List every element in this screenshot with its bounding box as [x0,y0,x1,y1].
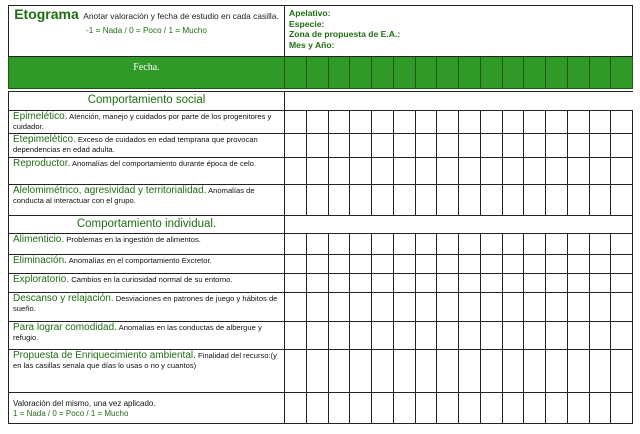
behavior-description [9,185,285,216]
rating-cell[interactable] [285,158,307,185]
rating-cell[interactable] [437,185,459,216]
rating-cell[interactable] [524,158,546,185]
fecha-cell[interactable] [611,57,633,89]
behavior-label: Exploratorio. [13,274,70,285]
rating-cell[interactable] [611,158,633,185]
rating-cell[interactable] [350,274,372,293]
behavior-detail: Cambios en la curiosidad normal de su entorno. [69,275,233,284]
behavior-description [9,134,285,158]
rating-cell[interactable] [285,255,307,274]
rating-cell[interactable] [611,255,633,274]
rating-cell[interactable] [350,134,372,158]
rating-cell[interactable] [372,185,394,216]
fecha-cell[interactable] [480,57,502,89]
rating-cell[interactable] [328,350,350,393]
rating-cell[interactable] [459,134,481,158]
rating-cell[interactable] [524,274,546,293]
behavior-detail: Problemas en la ingestión de alimentos. [64,235,201,244]
rating-cell[interactable] [611,322,633,350]
behavior-label: Eliminación. [13,255,67,266]
rating-cell[interactable] [328,185,350,216]
rating-cell[interactable] [459,350,481,393]
section-blank [285,92,633,111]
behavior-row [9,158,633,185]
rating-cell[interactable] [350,158,372,185]
rating-cell[interactable] [524,293,546,322]
rating-cell[interactable] [437,322,459,350]
rating-cell[interactable] [524,322,546,350]
rating-cell[interactable] [437,134,459,158]
behavior-label: Alimenticio. [13,234,65,245]
rating-cell[interactable] [546,185,568,216]
rating-cell[interactable] [589,255,611,274]
rating-cell[interactable] [328,322,350,350]
header-fields[interactable] [285,6,633,57]
rating-cell[interactable] [328,274,350,293]
rating-cell[interactable] [546,350,568,393]
rating-cell[interactable] [328,158,350,185]
rating-cell[interactable] [415,111,437,134]
rating-cell[interactable] [589,350,611,393]
behavior-detail: Anomalías en las conductas de albergue y refugio. [13,323,262,342]
rating-cell[interactable] [524,255,546,274]
rating-cell[interactable] [502,134,524,158]
rating-cell[interactable] [415,134,437,158]
rating-cell[interactable] [567,393,589,424]
rating-cell[interactable] [328,393,350,424]
rating-cell[interactable] [546,393,568,424]
rating-cell[interactable] [415,293,437,322]
rating-cell[interactable] [393,350,415,393]
rating-cell[interactable] [589,393,611,424]
rating-cell[interactable] [589,185,611,216]
rating-cell[interactable] [480,158,502,185]
page-title: Etograma [14,6,79,22]
rating-cell[interactable] [502,322,524,350]
rating-cell[interactable] [372,158,394,185]
fecha-cell[interactable] [328,57,350,89]
behavior-detail: Atención, manejo y cuidados por parte de los progenitores y cuidador. [13,112,272,131]
rating-cell[interactable] [437,293,459,322]
rating-cell[interactable] [502,350,524,393]
fecha-cell[interactable] [393,57,415,89]
rating-cell[interactable] [546,134,568,158]
rating-cell[interactable] [372,322,394,350]
rating-cell[interactable] [546,293,568,322]
rating-cell[interactable] [589,111,611,134]
rating-cell[interactable] [372,111,394,134]
rating-cell[interactable] [611,274,633,293]
rating-cell[interactable] [502,234,524,255]
rating-cell[interactable] [350,255,372,274]
field-especie[interactable]: Especie: [289,18,325,29]
behavior-label: Alelomimétrico, agresividad y territorialidad. [13,185,207,196]
fecha-cell[interactable] [546,57,568,89]
rating-cell[interactable] [459,185,481,216]
behavior-detail: Finalidad del recurso:(y en las casillas senala que días lo usas o no y cuantos) [13,351,277,370]
rating-cell[interactable] [459,322,481,350]
rating-cell[interactable] [285,293,307,322]
rating-cell[interactable] [480,274,502,293]
behavior-label: Reproductor. [13,158,71,169]
rating-cell[interactable] [328,293,350,322]
behavior-row [9,274,633,293]
behavior-label: Propuesta de Enriquecimiento ambiental. [13,350,196,361]
fecha-cell[interactable] [567,57,589,89]
rating-cell[interactable] [611,185,633,216]
behavior-description [9,350,285,393]
header-row [9,6,633,57]
rating-cell[interactable] [546,111,568,134]
behavior-label: Etepimelético. [13,134,76,145]
rating-cell[interactable] [567,234,589,255]
fecha-cell[interactable] [524,57,546,89]
rating-cell[interactable] [350,350,372,393]
rating-cell[interactable] [393,134,415,158]
fecha-cell[interactable] [306,57,328,89]
fecha-row [9,57,633,89]
behavior-detail: Exceso de cuidados en edad temprana que provocan dependencias en edad adulta. [13,135,258,154]
rating-cell[interactable] [459,274,481,293]
header-left [9,6,285,57]
fecha-cell[interactable] [589,57,611,89]
rating-cell[interactable] [480,293,502,322]
behavior-description [9,274,285,293]
rating-cell[interactable] [437,255,459,274]
behavior-row [9,293,633,322]
behavior-row [9,350,633,393]
rating-cell[interactable] [328,234,350,255]
rating-cell[interactable] [328,134,350,158]
behavior-label: Epimelético. [13,111,68,122]
rating-cell[interactable] [285,234,307,255]
rating-cell[interactable] [502,185,524,216]
rating-cell[interactable] [415,185,437,216]
rating-cell[interactable] [393,158,415,185]
fecha-label: Fecha. [9,57,285,89]
rating-cell[interactable] [393,234,415,255]
rating-cell[interactable] [480,393,502,424]
rating-cell[interactable] [611,134,633,158]
rating-cell[interactable] [437,234,459,255]
rating-cell[interactable] [393,185,415,216]
rating-cell[interactable] [372,350,394,393]
rating-cell[interactable] [480,322,502,350]
fecha-cell[interactable] [459,57,481,89]
field-apelativo[interactable]: Apelativo: [289,8,331,18]
rating-cell[interactable] [611,234,633,255]
behavior-description [9,322,285,350]
rating-cell[interactable] [589,322,611,350]
rating-cell[interactable] [372,255,394,274]
rating-cell[interactable] [480,234,502,255]
rating-cell[interactable] [589,293,611,322]
rating-cell[interactable] [285,134,307,158]
rating-cell[interactable] [285,322,307,350]
rating-cell[interactable] [502,158,524,185]
rating-cell[interactable] [611,350,633,393]
rating-cell[interactable] [350,293,372,322]
behavior-description [9,293,285,322]
rating-cell[interactable] [285,350,307,393]
rating-cell[interactable] [567,158,589,185]
rating-cell[interactable] [350,111,372,134]
footer-valoracion [9,393,285,424]
rating-cell[interactable] [393,255,415,274]
field-zona[interactable]: Zona de propuesta de E.A.: [289,29,401,39]
rating-cell[interactable] [502,293,524,322]
rating-cell[interactable] [524,111,546,134]
behavior-label: Para lograr comodidad. [13,322,117,333]
rating-cell[interactable] [567,111,589,134]
rating-cell[interactable] [502,393,524,424]
section-header-row [9,92,633,111]
rating-cell[interactable] [502,255,524,274]
rating-cell[interactable] [415,255,437,274]
behavior-description [9,234,285,255]
rating-cell[interactable] [546,234,568,255]
rating-cell[interactable] [393,111,415,134]
rating-cell[interactable] [285,393,307,424]
rating-cell[interactable] [546,274,568,293]
rating-cell[interactable] [524,185,546,216]
rating-cell[interactable] [306,293,328,322]
rating-cell[interactable] [459,255,481,274]
rating-cell[interactable] [567,350,589,393]
rating-cell[interactable] [437,350,459,393]
fecha-cell[interactable] [372,57,394,89]
rating-cell[interactable] [306,234,328,255]
rating-cell[interactable] [459,393,481,424]
rating-cell[interactable] [459,158,481,185]
rating-cell[interactable] [502,111,524,134]
rating-cell[interactable] [589,158,611,185]
section-title: Comportamiento individual. [9,216,285,234]
behavior-label: Descanso y relajación. [13,293,114,304]
section-blank [285,216,633,234]
rating-cell[interactable] [393,293,415,322]
rating-cell[interactable] [372,393,394,424]
footer-row [9,393,633,424]
rating-cell[interactable] [306,158,328,185]
rating-cell[interactable] [306,322,328,350]
footer-caption: Valoración del mismo, una vez aplicado. [13,399,156,408]
rating-cell[interactable] [437,393,459,424]
rating-cell[interactable] [285,274,307,293]
rating-cell[interactable] [567,322,589,350]
rating-cell[interactable] [524,234,546,255]
rating-cell[interactable] [567,293,589,322]
rating-cell[interactable] [350,234,372,255]
rating-cell[interactable] [589,274,611,293]
rating-cell[interactable] [546,158,568,185]
rating-cell[interactable] [415,350,437,393]
rating-cell[interactable] [480,350,502,393]
rating-cell[interactable] [437,111,459,134]
behavior-detail: Anomalías en el comportamiento Excretor. [66,256,212,265]
rating-cell[interactable] [611,393,633,424]
rating-cell[interactable] [306,185,328,216]
etograma-table [8,5,633,424]
behavior-row [9,255,633,274]
rating-cell[interactable] [567,274,589,293]
footer-scale: 1 = Nada / 0 = Poco / 1 = Mucho [13,409,129,418]
rating-cell[interactable] [306,274,328,293]
rating-cell[interactable] [328,255,350,274]
rating-cell[interactable] [459,111,481,134]
behavior-detail: Anomalías del comportamiento durante época de celo. [70,159,257,168]
behavior-description [9,255,285,274]
rating-cell[interactable] [415,393,437,424]
rating-cell[interactable] [502,274,524,293]
rating-cell[interactable] [567,255,589,274]
rating-cell[interactable] [546,255,568,274]
rating-cell[interactable] [480,111,502,134]
rating-cell[interactable] [611,293,633,322]
rating-cell[interactable] [372,293,394,322]
fecha-cell[interactable] [437,57,459,89]
behavior-detail: Desviaciones en patrones de juego y hábitos de sueño. [13,294,278,313]
rating-cell[interactable] [285,111,307,134]
rating-cell[interactable] [306,111,328,134]
rating-cell[interactable] [372,134,394,158]
rating-cell[interactable] [306,134,328,158]
section-title: Comportamiento social [9,92,285,111]
rating-cell[interactable] [415,234,437,255]
rating-cell[interactable] [306,393,328,424]
rating-cell[interactable] [306,255,328,274]
fecha-cell[interactable] [502,57,524,89]
rating-cell[interactable] [350,393,372,424]
rating-cell[interactable] [393,322,415,350]
rating-cell[interactable] [524,350,546,393]
scale-legend: -1 = Nada / 0 = Poco / 1 = Mucho [86,26,207,35]
behavior-description [9,111,285,134]
behavior-row [9,134,633,158]
behavior-description [9,158,285,185]
rating-cell[interactable] [350,322,372,350]
rating-cell[interactable] [415,322,437,350]
rating-cell[interactable] [372,234,394,255]
rating-cell[interactable] [415,158,437,185]
behavior-row [9,185,633,216]
rating-cell[interactable] [459,293,481,322]
rating-cell[interactable] [437,274,459,293]
rating-cell[interactable] [567,185,589,216]
behavior-detail: Anomalías de conducta al interactuar con el grupo. [13,186,255,205]
rating-cell[interactable] [480,255,502,274]
rating-cell[interactable] [459,234,481,255]
behavior-row [9,322,633,350]
rating-cell[interactable] [328,111,350,134]
rating-cell[interactable] [589,234,611,255]
rating-cell[interactable] [415,274,437,293]
rating-cell[interactable] [372,274,394,293]
field-mes-ano[interactable]: Mes y Año: [289,39,335,50]
rating-cell[interactable] [306,350,328,393]
rating-cell[interactable] [480,185,502,216]
page-subtitle: Anotar valoración y fecha de estudio en cada casilla. [83,11,279,21]
section-header-row [9,216,633,234]
fecha-cell[interactable] [415,57,437,89]
behavior-row [9,234,633,255]
rating-cell[interactable] [524,134,546,158]
rating-cell[interactable] [350,185,372,216]
rating-cell[interactable] [589,134,611,158]
etograma-sheet [8,5,632,424]
fecha-cell[interactable] [350,57,372,89]
rating-cell[interactable] [437,158,459,185]
rating-cell[interactable] [567,134,589,158]
behavior-row [9,111,633,134]
rating-cell[interactable] [285,185,307,216]
rating-cell[interactable] [480,134,502,158]
rating-cell[interactable] [524,393,546,424]
fecha-cell[interactable] [285,57,307,89]
rating-cell[interactable] [393,274,415,293]
rating-cell[interactable] [611,111,633,134]
rating-cell[interactable] [546,322,568,350]
rating-cell[interactable] [393,393,415,424]
